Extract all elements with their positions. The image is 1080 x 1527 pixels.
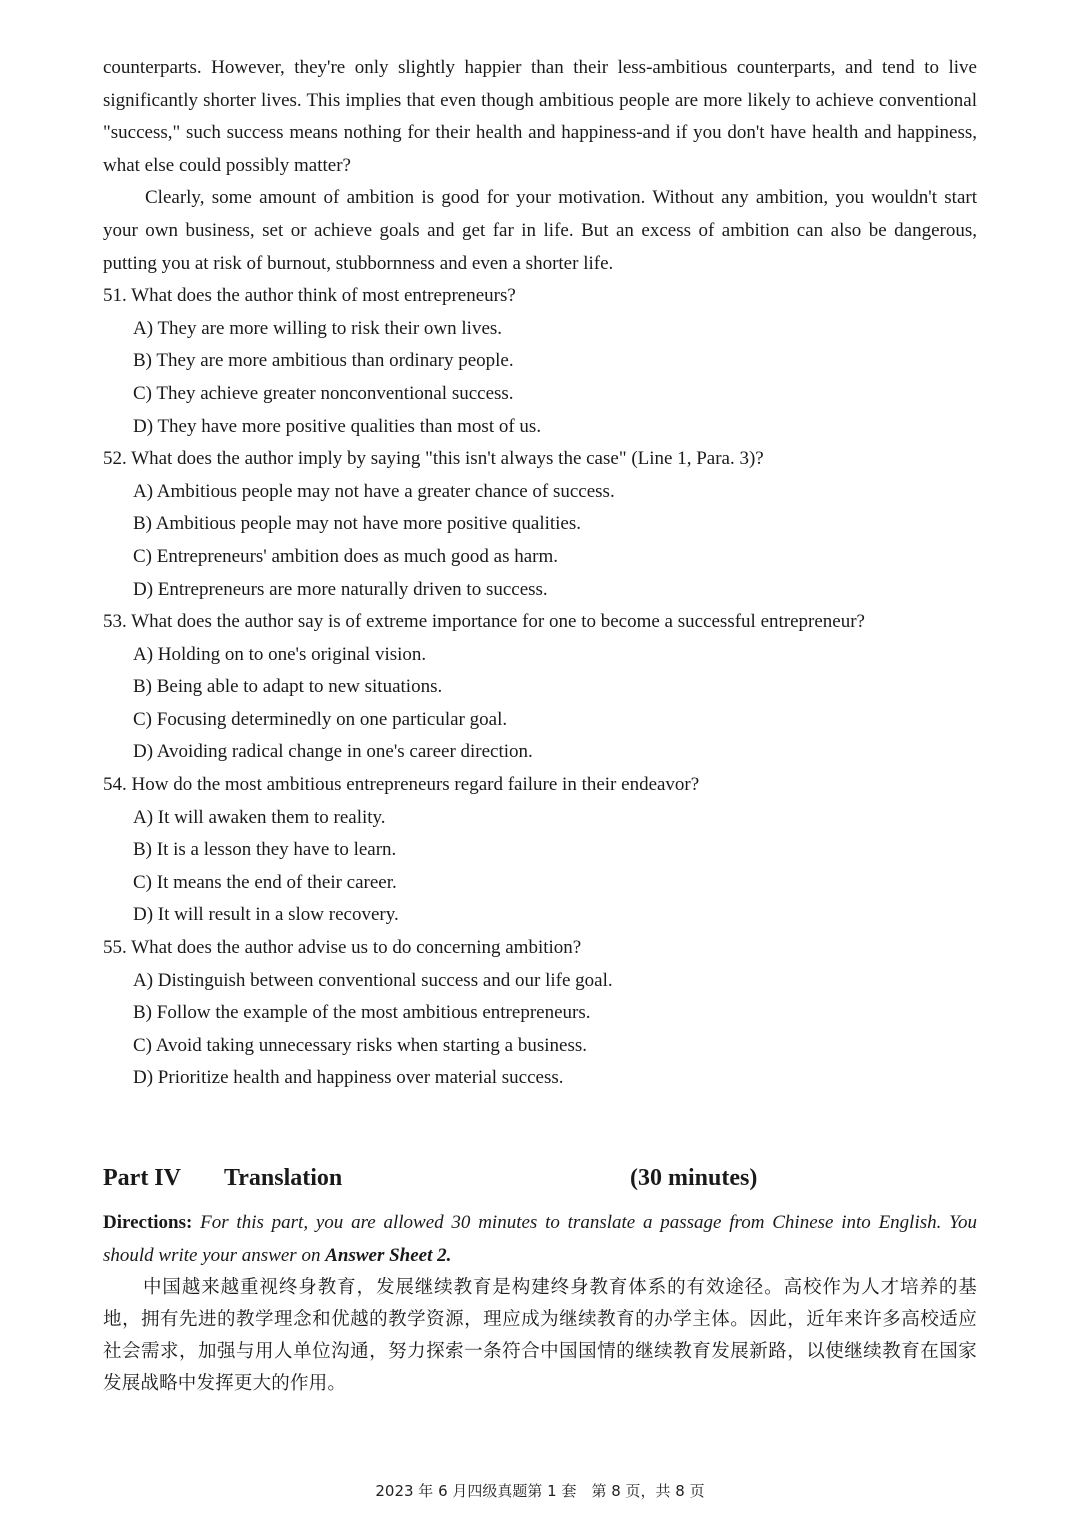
option: C) They achieve greater nonconventional success. [133,382,514,404]
option: D) Prioritize health and happiness over material success. [133,1067,564,1089]
reading-passage [103,52,977,1095]
question-stem: 55. What does the author advise us to do concerning ambition? [103,937,582,959]
option: A) It will awaken them to reality. [133,806,386,828]
directions-text: For this part, you are allowed 30 minutes to translate a passage from Chinese into English. You should write your answer on [103,1212,977,1266]
passage-paragraph: Clearly, some amount of ambition is good for your motivation. Without any ambition, you wouldn't start your own business, set or achieve goals and get far in life. But an excess of ambition can also be dangerous, putting you at risk of burnout, stubbornness and even a shorter life. [103,187,977,274]
passage-paragraph: counterparts. However, they're only slightly happier than their less-ambitious counterparts, and tend to live significantly shorter lives. This implies that even though ambitious people are more likely to achieve conventional "success," such success means nothing for their health and happiness-and if you don't have health and happiness, what else could possibly matter? [103,57,977,176]
option: B) Follow the example of the most ambitious entrepreneurs. [133,1002,591,1024]
option: B) Ambitious people may not have more positive qualities. [133,513,582,535]
option: B) They are more ambitious than ordinary people. [133,350,514,372]
part-time: (30 minutes) [630,1165,758,1191]
option: B) It is a lesson they have to learn. [133,839,397,861]
question-52 [103,443,977,606]
option: C) Avoid taking unnecessary risks when starting a business. [133,1034,587,1056]
option: C) Entrepreneurs' ambition does as much good as harm. [133,545,559,567]
answer-sheet-label: Answer Sheet 2. [325,1245,452,1266]
chinese-passage: 中国越来越重视终身教育，发展继续教育是构建终身教育体系的有效途径。高校作为人才培养的基地，拥有先进的教学理念和优越的教学资源，理应成为继续教育的办学主体。因此，近年来许多高校适应社会需求，加强与用人单位沟通，努力探索一条符合中国国情的继续教育发展新路，以使继续教育在国家发展战略中发挥更大的作用。 [103,1277,977,1394]
question-stem: 51. What does the author think of most entrepreneurs? [103,285,516,307]
directions [103,1206,977,1272]
option: D) Avoiding radical change in one's career direction. [133,741,533,763]
question-53 [103,606,977,769]
question-55 [103,932,977,1095]
option: B) Being able to adapt to new situations. [133,676,443,698]
option: A) They are more willing to risk their own lives. [133,317,503,339]
option: A) Distinguish between conventional success and our life goal. [133,969,613,991]
part-label: Part IV [103,1165,181,1191]
option: A) Ambitious people may not have a greater chance of success. [133,480,615,502]
option: D) It will result in a slow recovery. [133,904,399,926]
option: C) Focusing determinedly on one particular goal. [133,708,508,730]
question-54 [103,769,977,932]
option: A) Holding on to one's original vision. [133,643,427,665]
part-title: Translation [224,1165,343,1191]
question-stem: 54. How do the most ambitious entrepreneurs regard failure in their endeavor? [103,774,700,796]
directions-label: Directions: [103,1212,193,1233]
option: D) They have more positive qualities than most of us. [133,415,542,437]
option: D) Entrepreneurs are more naturally driven to success. [133,578,548,600]
question-51 [103,280,977,443]
option: C) It means the end of their career. [133,871,397,893]
question-stem: 52. What does the author imply by saying "this isn't always the case" (Line 1, Para. 3)? [103,448,764,470]
page-footer: 2023 年 6 月四级真题第 1 套 第 8 页，共 8 页 [375,1482,705,1500]
question-stem: 53. What does the author say is of extreme importance for one to become a successful entrepreneur? [103,611,865,633]
